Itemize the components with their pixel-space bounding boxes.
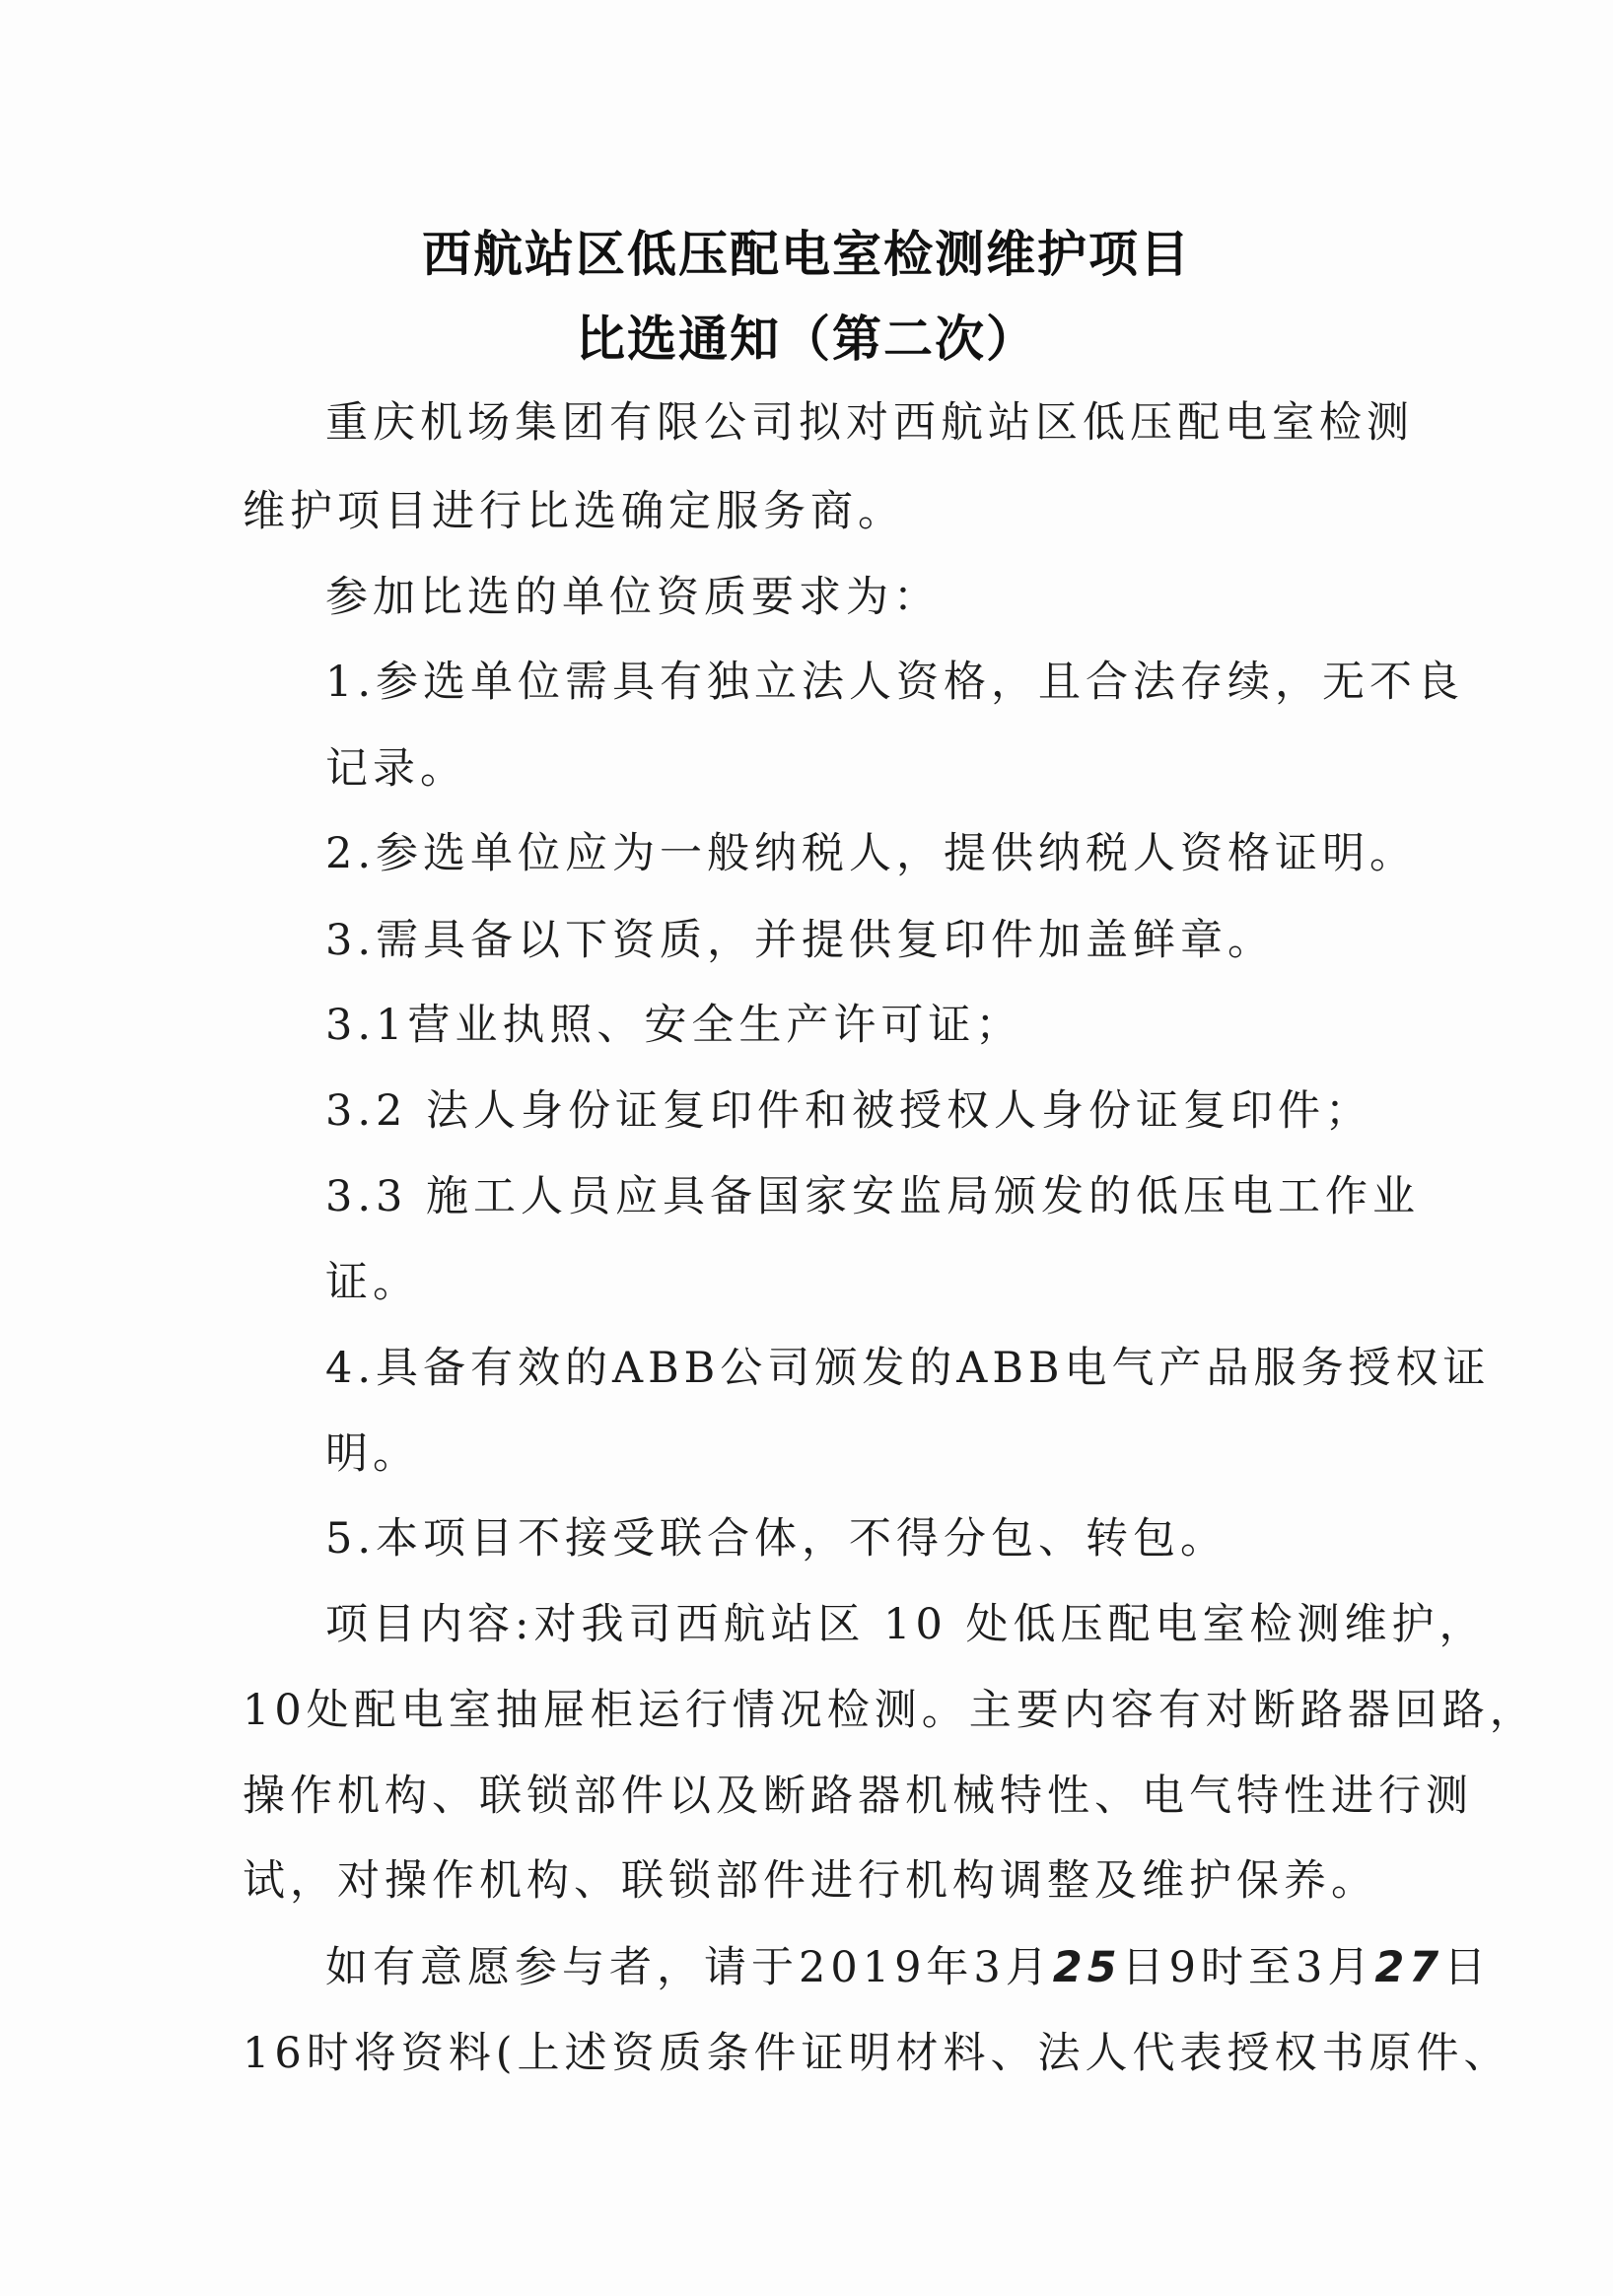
- requirement-2: 2.参选单位应为一般纳税人，提供纳税人资格证明。: [325, 829, 1418, 878]
- document-title-line1: 西航站区低压配电室检测维护项目: [422, 226, 1191, 283]
- intro-paragraph-line1: 重庆机场集团有限公司拟对西航站区低压配电室检测: [325, 398, 1414, 448]
- requirement-3-3-line1: 3.3 施工人员应具备国家安监局颁发的低压电工作业: [325, 1172, 1421, 1221]
- requirement-1-line1: 1.参选单位需具有独立法人资格，且合法存续，无不良: [325, 658, 1465, 707]
- requirement-4-line2: 明。: [325, 1429, 420, 1479]
- qualification-heading: 参加比选的单位资质要求为：: [325, 573, 941, 622]
- requirement-4-line1: 4.具备有效的ABB公司颁发的ABB电气产品服务授权证: [325, 1344, 1491, 1393]
- project-content-line1: 项目内容:对我司西航站区 10 处低压配电室检测维护，: [325, 1600, 1487, 1649]
- project-content-line3: 操作机构、联锁部件以及断路器机械特性、电气特性进行测: [243, 1772, 1473, 1821]
- requirement-3: 3.需具备以下资质，并提供复印件加盖鲜章。: [325, 916, 1276, 965]
- deadline-text-a: 如有意愿参与者，请于2019年3月: [325, 1943, 1053, 1992]
- deadline-text-b: 日9时至3月: [1121, 1943, 1375, 1992]
- requirement-5: 5.本项目不接受联合体，不得分包、转包。: [325, 1514, 1228, 1564]
- intro-paragraph-line2: 维护项目进行比选确定服务商。: [243, 487, 905, 536]
- requirement-3-3-line2: 证。: [325, 1258, 420, 1307]
- requirement-3-2: 3.2 法人身份证复印件和被授权人身份证复印件；: [325, 1086, 1373, 1136]
- deadline-line1: [325, 1934, 1491, 1994]
- handwritten-day-end: 27: [1374, 1943, 1444, 1992]
- requirement-1-line2: 记录。: [325, 744, 467, 794]
- handwritten-day-start: 25: [1052, 1943, 1122, 1992]
- deadline-line2: 16时将资料(上述资质条件证明材料、法人代表授权书原件、: [243, 2029, 1511, 2078]
- deadline-text-c: 日: [1443, 1943, 1492, 1992]
- requirement-3-1: 3.1营业执照、安全生产许可证；: [325, 1001, 1023, 1050]
- project-content-line4: 试，对操作机构、联锁部件进行机构调整及维护保养。: [243, 1856, 1378, 1906]
- document-title-line2: 比选通知（第二次）: [576, 311, 1037, 368]
- project-content-line2: 10处配电室抽屉柜运行情况检测。主要内容有对断路器回路，: [243, 1686, 1537, 1735]
